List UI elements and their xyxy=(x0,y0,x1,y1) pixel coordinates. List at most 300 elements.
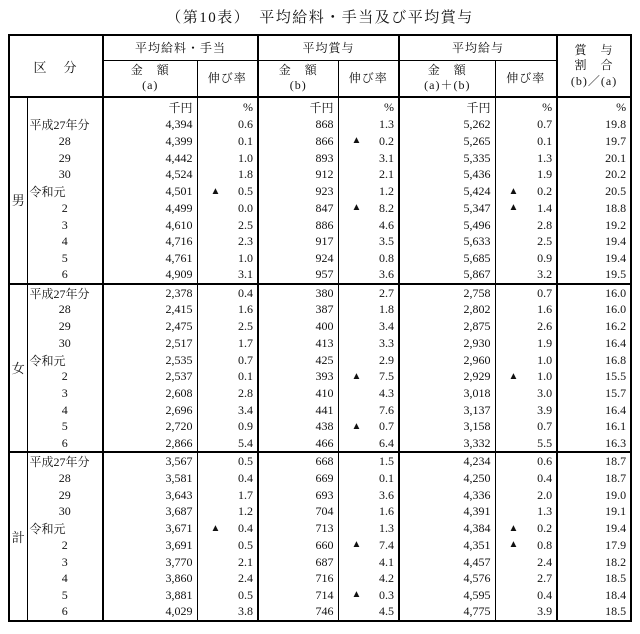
total-amount-cell: 2,929 xyxy=(399,369,495,386)
header-group-salary: 平均給料・手当 xyxy=(103,35,258,60)
salary-amount-cell: 4,524 xyxy=(103,166,197,183)
negative-triangle-icon: ▲ xyxy=(351,370,362,382)
bonus-ratio-cell: 18.7 xyxy=(557,452,631,470)
salary-amount-cell: 4,029 xyxy=(103,604,197,621)
year-cell: 29 xyxy=(27,150,103,167)
table-row xyxy=(9,385,631,402)
bonus-ratio-cell: 18.2 xyxy=(605,554,627,569)
header-total-rate: 伸び率 xyxy=(495,60,557,97)
group-label: 計 xyxy=(9,452,27,621)
unit-total-amount: 千円 xyxy=(399,97,495,116)
total-rate-cell: 2.8 xyxy=(495,217,557,234)
total-amount-cell: 5,265 xyxy=(399,133,495,150)
bonus-ratio-cell: 16.0 xyxy=(557,284,631,302)
total-rate-cell: 1.9 xyxy=(495,166,557,183)
salary-rate-cell: 1.7 xyxy=(197,487,258,504)
bonus-rate-cell: 3.5 xyxy=(338,233,399,250)
bonus-ratio-cell: 15.7 xyxy=(605,386,627,401)
total-amount-cell: 2,802 xyxy=(399,302,495,319)
year-cell: 令和元 xyxy=(27,183,103,200)
header-salary-amount xyxy=(103,60,197,97)
unit-total-rate: % xyxy=(495,97,557,116)
salary-rate-cell: 2.1 xyxy=(197,554,258,571)
bonus-rate-cell: 1.6 xyxy=(338,503,399,520)
total-amount-cell: 5,424 xyxy=(399,183,495,200)
total-rate-cell: 3.2 xyxy=(495,267,557,284)
total-amount-cell: 4,457 xyxy=(399,554,495,571)
bonus-amount-cell: 413 xyxy=(258,335,338,352)
bonus-amount-cell: 957 xyxy=(258,267,338,284)
bonus-rate-cell: 1.3 xyxy=(338,520,399,537)
ratio-line-1: 賞 与 xyxy=(574,42,614,57)
bonus-amount-cell: 393 xyxy=(258,369,338,386)
salary-rate-cell: 2.4 xyxy=(197,570,258,587)
header-group-row xyxy=(9,35,631,60)
amount-sub-label: (b) xyxy=(289,78,307,93)
total-amount-cell: 4,234 xyxy=(399,452,495,470)
total-amount-cell: 4,384 xyxy=(399,520,495,537)
table-row xyxy=(9,200,631,217)
bonus-ratio-cell: 16.8 xyxy=(605,352,627,367)
table-row xyxy=(9,570,631,587)
table-row xyxy=(9,133,631,150)
bonus-rate-cell: ▲ 8.2 xyxy=(338,200,399,217)
bonus-ratio-cell: 16.4 xyxy=(605,335,627,350)
total-amount-cell: 3,018 xyxy=(399,385,495,402)
bonus-amount-cell: 924 xyxy=(258,250,338,267)
total-rate-cell: ▲ 1.4 xyxy=(495,200,557,217)
total-amount-cell: 2,930 xyxy=(399,335,495,352)
year-cell: 30 xyxy=(27,503,103,520)
year-cell: 2 xyxy=(27,537,103,554)
salary-rate-cell: 0.6 xyxy=(197,116,258,133)
salary-rate-cell: 3.1 xyxy=(197,267,258,284)
bonus-amount-cell: 441 xyxy=(258,402,338,419)
year-cell: 28 xyxy=(27,133,103,150)
bonus-amount-cell: 886 xyxy=(258,217,338,234)
ratio-line-3: (b)／(a) xyxy=(570,73,618,88)
bonus-amount-cell: 912 xyxy=(258,166,338,183)
total-rate-cell: ▲ 0.2 xyxy=(495,520,557,537)
bonus-rate-cell: 2.7 xyxy=(338,284,399,302)
salary-amount-cell: 4,394 xyxy=(103,116,197,133)
year-cell: 3 xyxy=(27,217,103,234)
salary-amount-cell: 3,581 xyxy=(103,470,197,487)
salary-amount-cell: 3,691 xyxy=(103,537,197,554)
bonus-ratio-cell: 19.8 xyxy=(605,117,627,131)
group-label: 女 xyxy=(9,284,27,453)
year-cell: 28 xyxy=(27,470,103,487)
bonus-rate-cell: 6.4 xyxy=(338,435,399,452)
bonus-amount-cell: 425 xyxy=(258,352,338,369)
table-row xyxy=(9,487,631,504)
salary-amount-cell: 4,610 xyxy=(103,217,197,234)
negative-triangle-icon: ▲ xyxy=(351,539,362,551)
total-rate-cell: 3.9 xyxy=(495,402,557,419)
bonus-rate-cell: 2.9 xyxy=(338,352,399,369)
salary-amount-cell: 2,720 xyxy=(103,419,197,436)
amount-sub-label: (a) xyxy=(142,78,159,93)
salary-amount-cell: 4,442 xyxy=(103,150,197,167)
negative-triangle-icon: ▲ xyxy=(508,522,519,534)
bonus-ratio-cell: 20.1 xyxy=(605,150,627,165)
total-amount-cell: 4,250 xyxy=(399,470,495,487)
salary-amount-cell: 2,415 xyxy=(103,302,197,319)
salary-rate-cell: 3.4 xyxy=(197,402,258,419)
header-group-total: 平均給与 xyxy=(399,35,557,60)
total-rate-cell: 1.3 xyxy=(495,503,557,520)
total-rate-cell: 2.6 xyxy=(495,318,557,335)
salary-amount-cell: 4,761 xyxy=(103,250,197,267)
bonus-amount-cell: 693 xyxy=(258,487,338,504)
bonus-amount-cell: 380 xyxy=(258,284,338,302)
bonus-ratio-cell: 15.5 xyxy=(605,369,627,384)
salary-rate-cell: 5.4 xyxy=(197,435,258,452)
salary-amount-cell: 3,671 xyxy=(103,520,197,537)
table-row xyxy=(9,318,631,335)
bonus-rate-cell: 1.5 xyxy=(338,452,399,470)
bonus-rate-cell: 3.3 xyxy=(338,335,399,352)
salary-rate-cell: 1.0 xyxy=(197,150,258,167)
bonus-rate-cell: 7.6 xyxy=(338,402,399,419)
salary-rate-cell: ▲ 0.4 xyxy=(197,520,258,537)
year-cell: 4 xyxy=(27,402,103,419)
salary-amount-cell: 2,537 xyxy=(103,369,197,386)
table-row xyxy=(9,217,631,234)
bonus-ratio-cell: 16.1 xyxy=(605,419,627,434)
bonus-ratio-cell: 18.5 xyxy=(605,604,627,619)
total-amount-cell: 2,960 xyxy=(399,352,495,369)
table-row xyxy=(9,116,631,133)
salary-rate-cell: 0.5 xyxy=(197,587,258,604)
salary-amount-cell: 2,866 xyxy=(103,435,197,452)
bonus-amount-cell: 893 xyxy=(258,150,338,167)
amount-label: 金 額 xyxy=(278,63,318,78)
total-rate-cell: 2.7 xyxy=(495,570,557,587)
unit-salary-amount: 千円 xyxy=(103,97,197,116)
total-rate-cell: 0.1 xyxy=(495,133,557,150)
bonus-rate-cell: 3.1 xyxy=(338,150,399,167)
total-rate-cell: 1.0 xyxy=(495,352,557,369)
salary-rate-cell: 0.1 xyxy=(197,369,258,386)
negative-triangle-icon: ▲ xyxy=(508,185,519,197)
salary-rate-cell: 1.8 xyxy=(197,166,258,183)
table-row xyxy=(9,402,631,419)
bonus-ratio-cell: 19.0 xyxy=(605,487,627,502)
total-rate-cell: 0.7 xyxy=(495,419,557,436)
bonus-rate-cell: 3.6 xyxy=(338,487,399,504)
bonus-ratio-cell: 16.4 xyxy=(605,402,627,417)
year-cell: 令和元 xyxy=(27,520,103,537)
total-rate-cell: 2.4 xyxy=(495,554,557,571)
bonus-ratio-cell: 18.7 xyxy=(605,470,627,485)
bonus-amount-cell: 410 xyxy=(258,385,338,402)
bonus-rate-cell: 3.6 xyxy=(338,267,399,284)
table-row xyxy=(9,435,631,452)
total-amount-cell: 5,496 xyxy=(399,217,495,234)
salary-rate-cell: 2.8 xyxy=(197,385,258,402)
total-rate-cell: 1.6 xyxy=(495,302,557,319)
total-rate-cell: 0.4 xyxy=(495,470,557,487)
total-rate-cell: 2.0 xyxy=(495,487,557,504)
units-row xyxy=(9,97,631,116)
salary-amount-cell: 4,716 xyxy=(103,233,197,250)
units-group-cell xyxy=(9,97,27,116)
year-cell: 3 xyxy=(27,554,103,571)
bonus-ratio-cell: 19.4 xyxy=(605,521,627,536)
total-amount-cell: 4,595 xyxy=(399,587,495,604)
total-amount-cell: 5,867 xyxy=(399,267,495,284)
negative-triangle-icon: ▲ xyxy=(351,420,362,432)
total-amount-cell: 3,137 xyxy=(399,402,495,419)
total-rate-cell: 0.7 xyxy=(495,116,557,133)
bonus-amount-cell: 466 xyxy=(258,435,338,452)
bonus-rate-cell: 2.1 xyxy=(338,166,399,183)
bonus-rate-cell: 4.3 xyxy=(338,385,399,402)
page-title: （第10表） 平均給料・手当及び平均賞与 xyxy=(166,10,474,26)
total-rate-cell: ▲ 1.0 xyxy=(495,369,557,386)
total-rate-cell: 5.5 xyxy=(495,435,557,452)
bonus-ratio-cell: 17.9 xyxy=(605,537,627,552)
salary-amount-cell: 3,687 xyxy=(103,503,197,520)
header-bonus-amount xyxy=(258,60,338,97)
total-amount-cell: 5,347 xyxy=(399,200,495,217)
bonus-amount-cell: 847 xyxy=(258,200,338,217)
year-cell: 4 xyxy=(27,233,103,250)
bonus-ratio-cell: 18.8 xyxy=(605,200,627,215)
salary-rate-cell: 0.5 xyxy=(197,452,258,470)
total-amount-cell: 2,758 xyxy=(399,284,495,302)
salary-amount-cell: 3,643 xyxy=(103,487,197,504)
year-cell: 5 xyxy=(27,419,103,436)
bonus-amount-cell: 746 xyxy=(258,604,338,621)
negative-triangle-icon: ▲ xyxy=(508,539,519,551)
negative-triangle-icon: ▲ xyxy=(351,202,362,214)
year-cell: 6 xyxy=(27,267,103,284)
total-rate-cell: 0.7 xyxy=(495,284,557,302)
bonus-amount-cell: 923 xyxy=(258,183,338,200)
salary-amount-cell: 2,378 xyxy=(103,284,197,302)
total-amount-cell: 2,875 xyxy=(399,318,495,335)
bonus-rate-cell: 0.1 xyxy=(338,470,399,487)
bonus-rate-cell: 4.5 xyxy=(338,604,399,621)
table-row xyxy=(9,233,631,250)
table-row xyxy=(9,250,631,267)
bonus-ratio-cell: 16.0 xyxy=(605,302,627,317)
table-row xyxy=(9,166,631,183)
salary-rate-cell: 0.4 xyxy=(197,284,258,302)
salary-amount-cell: 4,499 xyxy=(103,200,197,217)
bonus-rate-cell: 4.6 xyxy=(338,217,399,234)
bonus-ratio-cell: 20.5 xyxy=(605,184,627,199)
salary-rate-cell: 0.4 xyxy=(197,470,258,487)
header-bonus-ratio xyxy=(557,35,631,97)
unit-bonus-amount: 千円 xyxy=(258,97,338,116)
bonus-amount-cell: 716 xyxy=(258,570,338,587)
total-amount-cell: 4,576 xyxy=(399,570,495,587)
table-row xyxy=(9,284,631,302)
table-row xyxy=(9,520,631,537)
salary-rate-cell: 2.3 xyxy=(197,233,258,250)
bonus-rate-cell: ▲ 0.2 xyxy=(338,133,399,150)
bonus-rate-cell: 4.2 xyxy=(338,570,399,587)
salary-rate-cell: 1.7 xyxy=(197,335,258,352)
bonus-amount-cell: 868 xyxy=(258,116,338,133)
total-rate-cell: 1.9 xyxy=(495,335,557,352)
salary-amount-cell: 2,608 xyxy=(103,385,197,402)
year-cell: 6 xyxy=(27,435,103,452)
header-salary-rate: 伸び率 xyxy=(197,60,258,97)
total-rate-cell: 1.3 xyxy=(495,150,557,167)
salary-amount-cell: 2,696 xyxy=(103,402,197,419)
bonus-rate-cell: 0.8 xyxy=(338,250,399,267)
table-row xyxy=(9,470,631,487)
year-cell: 3 xyxy=(27,385,103,402)
year-cell: 平成27年分 xyxy=(27,452,103,470)
salary-amount-cell: 3,770 xyxy=(103,554,197,571)
bonus-amount-cell: 866 xyxy=(258,133,338,150)
bonus-ratio-cell: 19.7 xyxy=(605,133,627,148)
salary-amount-cell: 3,881 xyxy=(103,587,197,604)
bonus-amount-cell: 714 xyxy=(258,587,338,604)
bonus-ratio-cell: 19.4 xyxy=(605,234,627,249)
year-cell: 5 xyxy=(27,250,103,267)
total-amount-cell: 3,158 xyxy=(399,419,495,436)
salary-rate-cell: 0.5 xyxy=(197,537,258,554)
total-rate-cell: 0.6 xyxy=(495,452,557,470)
bonus-rate-cell: 3.4 xyxy=(338,318,399,335)
salary-rate-cell: 0.7 xyxy=(197,352,258,369)
header-kubun: 区 分 xyxy=(9,35,103,97)
bonus-rate-cell: 1.2 xyxy=(338,183,399,200)
unit-ratio: % xyxy=(616,99,627,114)
table-row xyxy=(9,335,631,352)
group-label: 男 xyxy=(9,116,27,284)
year-cell: 6 xyxy=(27,604,103,621)
bonus-rate-cell: ▲ 7.5 xyxy=(338,369,399,386)
amount-label: 金 額 xyxy=(427,63,467,78)
salary-amount-cell: 3,567 xyxy=(103,452,197,470)
bonus-rate-cell: ▲ 7.4 xyxy=(338,537,399,554)
bonus-amount-cell: 687 xyxy=(258,554,338,571)
bonus-amount-cell: 668 xyxy=(258,452,338,470)
bonus-ratio-cell: 19.1 xyxy=(605,504,627,519)
total-rate-cell: 3.9 xyxy=(495,604,557,621)
salary-amount-cell: 4,501 xyxy=(103,183,197,200)
total-rate-cell: 2.5 xyxy=(495,233,557,250)
table-row xyxy=(9,554,631,571)
salary-rate-cell: 0.1 xyxy=(197,133,258,150)
header-bonus-rate: 伸び率 xyxy=(338,60,399,97)
salary-rate-cell: 0.0 xyxy=(197,200,258,217)
total-amount-cell: 5,633 xyxy=(399,233,495,250)
bonus-amount-cell: 917 xyxy=(258,233,338,250)
salary-rate-cell: 1.0 xyxy=(197,250,258,267)
salary-rate-cell: 3.8 xyxy=(197,604,258,621)
year-cell: 28 xyxy=(27,302,103,319)
salary-rate-cell: 1.6 xyxy=(197,302,258,319)
salary-rate-cell: ▲ 0.5 xyxy=(197,183,258,200)
bonus-amount-cell: 704 xyxy=(258,503,338,520)
table-row xyxy=(9,604,631,621)
year-cell: 4 xyxy=(27,570,103,587)
table-row xyxy=(9,503,631,520)
bonus-amount-cell: 669 xyxy=(258,470,338,487)
bonus-amount-cell: 387 xyxy=(258,302,338,319)
year-cell: 2 xyxy=(27,200,103,217)
total-amount-cell: 5,436 xyxy=(399,166,495,183)
amount-label: 金 額 xyxy=(130,63,170,78)
total-rate-cell: 0.4 xyxy=(495,587,557,604)
negative-triangle-icon: ▲ xyxy=(351,135,362,147)
bonus-amount-cell: 438 xyxy=(258,419,338,436)
bonus-rate-cell: 4.1 xyxy=(338,554,399,571)
bonus-amount-cell: 400 xyxy=(258,318,338,335)
bonus-ratio-cell: 16.2 xyxy=(605,319,627,334)
year-cell: 平成27年分 xyxy=(27,284,103,302)
year-cell: 29 xyxy=(27,318,103,335)
salary-rate-cell: 1.2 xyxy=(197,503,258,520)
total-amount-cell: 4,336 xyxy=(399,487,495,504)
total-amount-cell: 3,332 xyxy=(399,435,495,452)
negative-triangle-icon: ▲ xyxy=(508,202,519,214)
table-row xyxy=(9,150,631,167)
total-amount-cell: 4,351 xyxy=(399,537,495,554)
table-row xyxy=(9,369,631,386)
total-rate-cell: ▲ 0.2 xyxy=(495,183,557,200)
table-row xyxy=(9,419,631,436)
salary-rate-cell: 0.9 xyxy=(197,419,258,436)
year-cell: 30 xyxy=(27,166,103,183)
year-cell: 令和元 xyxy=(27,352,103,369)
total-amount-cell: 4,775 xyxy=(399,604,495,621)
bonus-amount-cell: 713 xyxy=(258,520,338,537)
total-rate-cell: ▲ 0.8 xyxy=(495,537,557,554)
header-group-bonus: 平均賞与 xyxy=(258,35,399,60)
table-row xyxy=(9,183,631,200)
negative-triangle-icon: ▲ xyxy=(351,589,362,601)
total-amount-cell: 5,335 xyxy=(399,150,495,167)
bonus-amount-cell: 660 xyxy=(258,537,338,554)
bonus-rate-cell: ▲ 0.7 xyxy=(338,419,399,436)
year-cell: 29 xyxy=(27,487,103,504)
bonus-ratio-cell: 20.2 xyxy=(605,167,627,182)
total-amount-cell: 5,262 xyxy=(399,116,495,133)
unit-salary-rate: % xyxy=(197,97,258,116)
bonus-ratio-cell: 19.5 xyxy=(605,267,627,282)
negative-triangle-icon: ▲ xyxy=(210,185,221,197)
total-rate-cell: 0.9 xyxy=(495,250,557,267)
year-cell: 30 xyxy=(27,335,103,352)
salary-bonus-table xyxy=(8,34,632,622)
salary-amount-cell: 3,860 xyxy=(103,570,197,587)
bonus-rate-cell: 1.3 xyxy=(338,116,399,133)
header-sub-row xyxy=(9,60,631,97)
bonus-ratio-cell: 19.2 xyxy=(605,217,627,232)
table-row xyxy=(9,587,631,604)
header-total-amount xyxy=(399,60,495,97)
salary-amount-cell: 2,475 xyxy=(103,318,197,335)
total-amount-cell: 5,685 xyxy=(399,250,495,267)
bonus-rate-cell: 1.8 xyxy=(338,302,399,319)
year-cell: 平成27年分 xyxy=(27,116,103,133)
table-row xyxy=(9,352,631,369)
negative-triangle-icon: ▲ xyxy=(210,522,221,534)
units-year-cell xyxy=(27,97,103,116)
salary-amount-cell: 4,909 xyxy=(103,267,197,284)
total-amount-cell: 4,391 xyxy=(399,503,495,520)
bonus-rate-cell: ▲ 0.3 xyxy=(338,587,399,604)
